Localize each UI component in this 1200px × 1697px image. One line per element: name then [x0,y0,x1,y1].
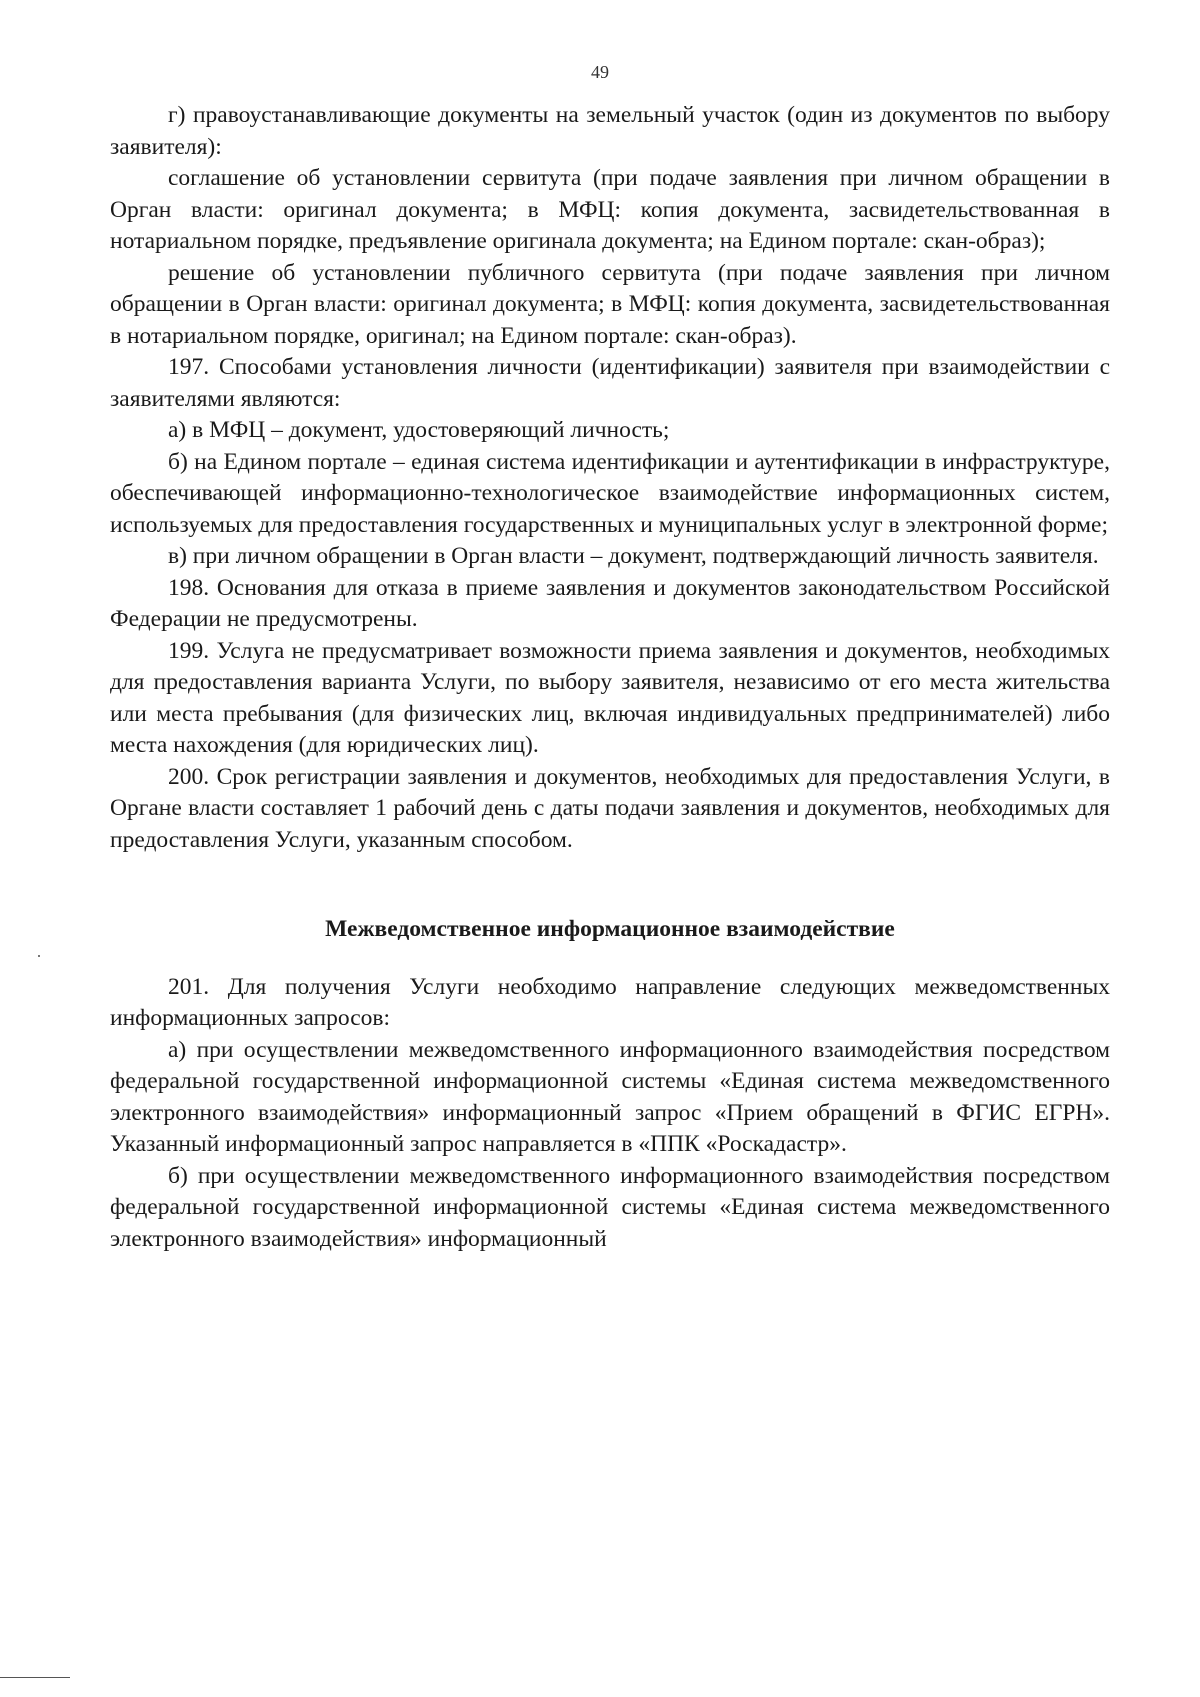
paragraph-201-a: а) при осуществлении межведомственного информационного взаимодействия посредством федеральной государственной информационной системы «Единая система межведомственного электронного взаимодействия» информационный запрос «Прием обращений в ФГИС ЕГРН». Указанный информационный запрос направляется в «ППК «Роскадастр». [110,1036,1110,1157]
paragraph-public-servitude-decision: решение об установлении публичного сервитута (при подаче заявления при личном обращении в Орган власти: оригинал документа; в МФЦ: копия документа, засвидетельствованная в нотариальном порядке, оригинал; на Едином портале: скан-образ). [110,259,1110,349]
paragraph-201: 201. Для получения Услуги необходимо направление следующих межведомственных информационных запросов: [110,973,1110,1031]
paragraph-201-b: б) при осуществлении межведомственного информационного взаимодействия посредством федеральной государственной информационной системы «Единая система межведомственного электронного взаимодействия» информационный [110,1162,1110,1252]
paragraph-197-b: б) на Едином портале – единая система идентификации и аутентификации в инфраструктуре, обеспечивающей информационно-технологическое взаимодействие информационных систем, используемых для предоставления государственных и муниципальных услуг в электронной форме; [110,448,1110,538]
section-heading: Межведомственное информационное взаимодействие [325,916,895,942]
page-number: 49 [591,62,609,82]
paragraph-200: 200. Срок регистрации заявления и документов, необходимых для предоставления Услуги, в Органе власти составляет 1 рабочий день с даты подачи заявления и документов, необходимых для предоставления Услуги, указанным способом. [110,763,1110,853]
scan-artifact-dot [38,955,40,957]
paragraph-197-a: а) в МФЦ – документ, удостоверяющий личность; [168,417,670,443]
paragraph-servitude-agreement: соглашение об установлении сервитута (при подаче заявления при личном обращении в Орган власти: оригинал документа; в МФЦ: копия документа, засвидетельствованная в нотариальном порядке, предъявление оригинала документа; на Едином портале: скан-образ); [110,165,1110,254]
document-body [110,100,1110,1255]
paragraph-197-v: в) при личном обращении в Орган власти – документ, подтверждающий личность заявителя. [168,543,1099,569]
paragraph-198: 198. Основания для отказа в приеме заявления и документов законодательством Российской Федерации не предусмотрены. [110,574,1110,632]
paragraph-199: 199. Услуга не предусматривает возможности приема заявления и документов, необходимых для предоставления варианта Услуги, по выбору заявителя, независимо от его места жительства или места пребывания (для физических лиц, включая индивидуальных предпринимателей) либо места нахождения (для юридических лиц). [110,637,1110,758]
scan-artifact-line [0,1677,70,1678]
paragraph-197: 197. Способами установления личности (идентификации) заявителя при взаимодействии с заявителями являются: [110,354,1110,412]
paragraph-g-title-documents: г) правоустанавливающие документы на земельный участок (один из документов по выбору заявителя): [110,102,1110,160]
